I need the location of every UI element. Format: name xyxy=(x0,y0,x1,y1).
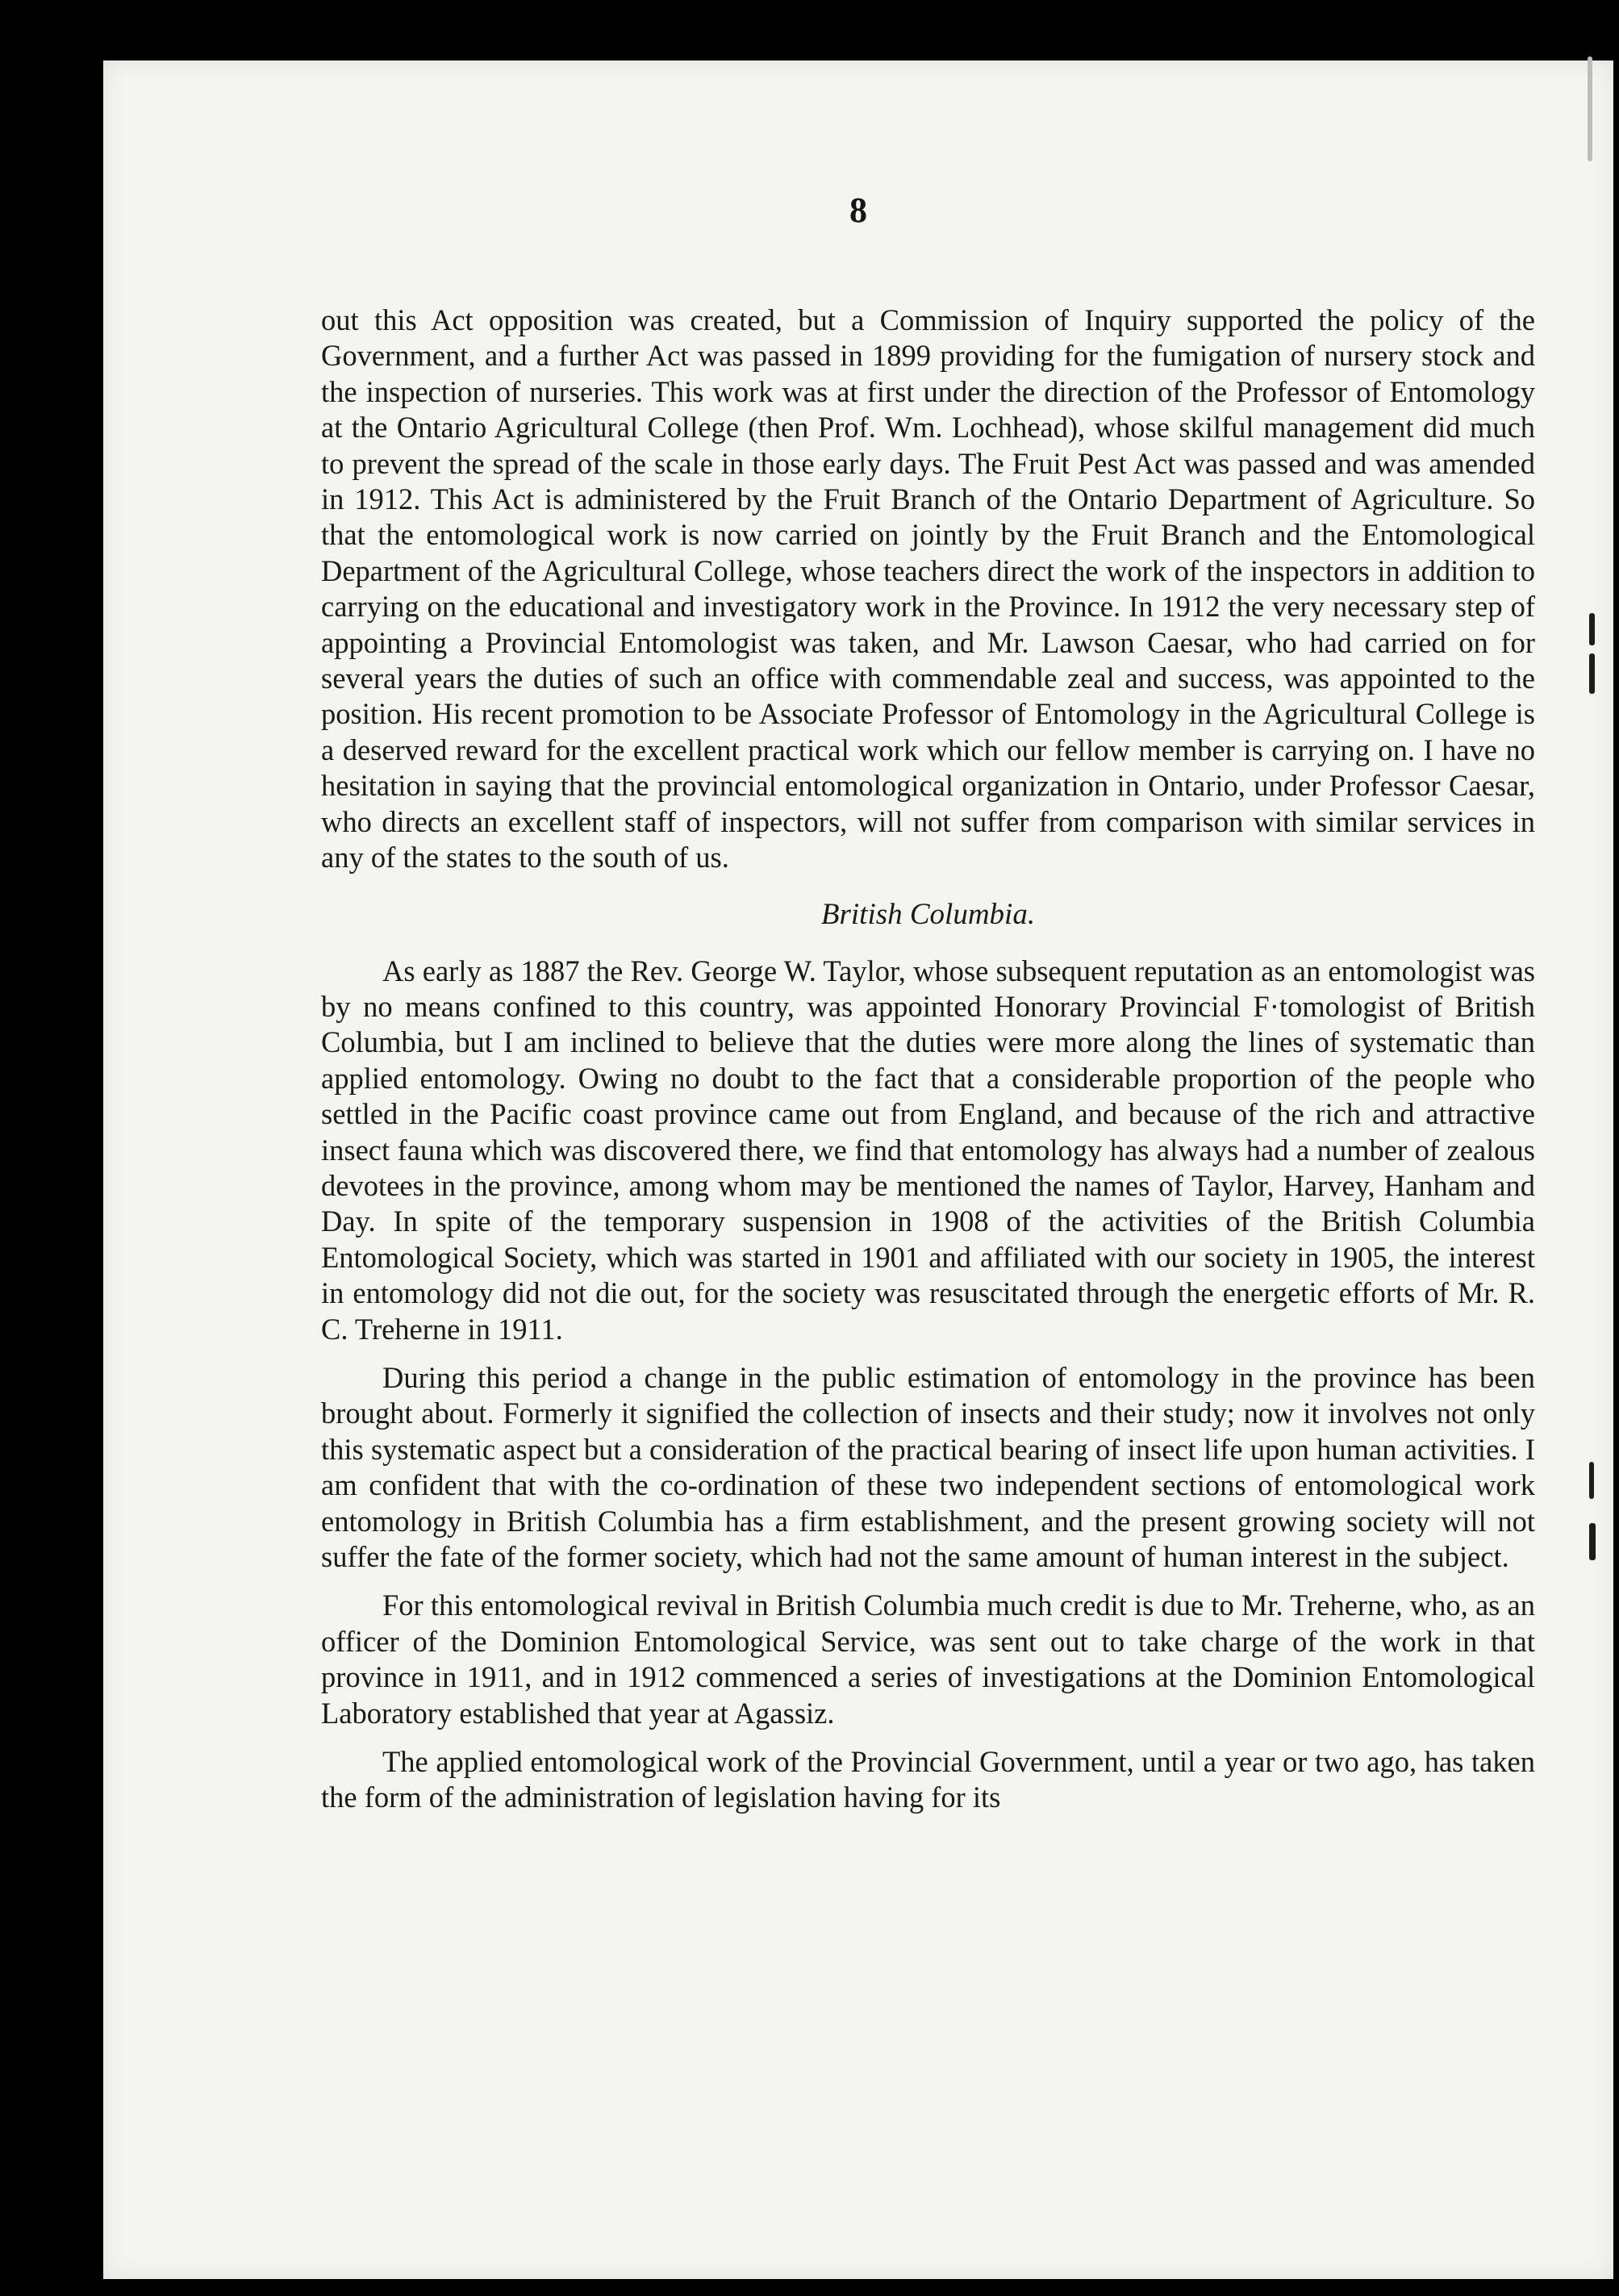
scan-edge-mark xyxy=(1589,653,1595,694)
section-heading-british-columbia: British Columbia. xyxy=(820,897,1036,931)
paragraph-treherne-credit: For this entomological revival in British Columbia much credit is due to Mr. Treherne, who, as an officer of the Dominion Entomological Service, was sent out to take charge of the work in that province in 1911, and in 1912 commenced a series of investigations at the Dominion Entomological Laboratory established that year at Agassiz. xyxy=(321,1588,1535,1730)
scan-edge-mark xyxy=(1589,613,1595,645)
document-page xyxy=(103,61,1613,2279)
paragraph-ontario-continued: out this Act opposition was created, but a Commission of Inquiry supported the policy of the Government, and a further Act was passed in 1899 providing for the fumigation of nursery stock and the inspection of nurseries. This work was at first under the direction of the Professor of Entomology at the Ontario Agricultural College (then Prof. Wm. Lochhead), whose skilful management did much to prevent the spread of the scale in those early days. The Fruit Pest Act was passed and was amended in 1912. This Act is administered by the Fruit Branch of the Ontario Department of Agriculture. So that the entomological work is now carried on jointly by the Fruit Branch and the Entomological Department of the Agricultural College, whose teachers direct the work of the inspectors in addition to carrying on the educational and investigatory work in the Province. In 1912 the very necessary step of appointing a Provincial Entomologist was taken, and Mr. Lawson Caesar, who had carried on for several years the duties of such an office with commendable zeal and success, was appointed to the position. His recent promotion to be Associate Professor of Entomology in the Agricultural College is a deserved reward for the excellent practical work which our fellow member is carrying on. I have no hesitation in saying that the provincial entomological organization in Ontario, under Professor Caesar, who directs an excellent staff of inspectors, will not suffer from comparison with similar services in any of the states to the south of us. xyxy=(321,303,1535,875)
scan-edge-mark xyxy=(1589,1523,1596,1560)
paragraph-early-history: As early as 1887 the Rev. George W. Taylor, whose subsequent reputation as an entomologist was by no means confined to this country, was appointed Honorary Provincial F·tomologist of British Columbia, but I am inclined to believe that the duties were more along the lines of systematic than applied entomology. Owing no doubt to the fact that a considerable proportion of the people who settled in the Pacific coast province came out from England, and because of the rich and attractive insect fauna which was discovered there, we find that entomology has always had a number of zealous devotees in the province, among whom may be mentioned the names of Taylor, Harvey, Hanham and Day. In spite of the temporary suspension in 1908 of the activities of the British Columbia Entomological Society, which was started in 1901 and affiliated with our society in 1905, the interest in entomology did not die out, for the society was resuscitated through the energetic efforts of Mr. R. C. Treherne in 1911. xyxy=(321,954,1535,1346)
paragraph-public-estimation: During this period a change in the public estimation of entomology in the province has been brought about. Formerly it signified the collection of insects and their study; now it involves not only this systematic aspect but a consideration of the practical bearing of insect life upon human activities. I am confident that with the co-ordination of these two independent sections of entomological work entomology in British Columbia has a firm establishment, and the present growing society will not suffer the fate of the former society, which had not the same amount of human interest in the subject. xyxy=(321,1360,1535,1573)
scan-edge-mark xyxy=(1588,56,1592,161)
page-number: 8 xyxy=(849,190,867,230)
body-text xyxy=(321,303,1535,1816)
paragraph-applied-work: The applied entomological work of the Provincial Government, until a year or two ago, has taken the form of the administration of legislation having for its xyxy=(321,1745,1535,1814)
scan-edge-mark xyxy=(1589,1462,1594,1499)
